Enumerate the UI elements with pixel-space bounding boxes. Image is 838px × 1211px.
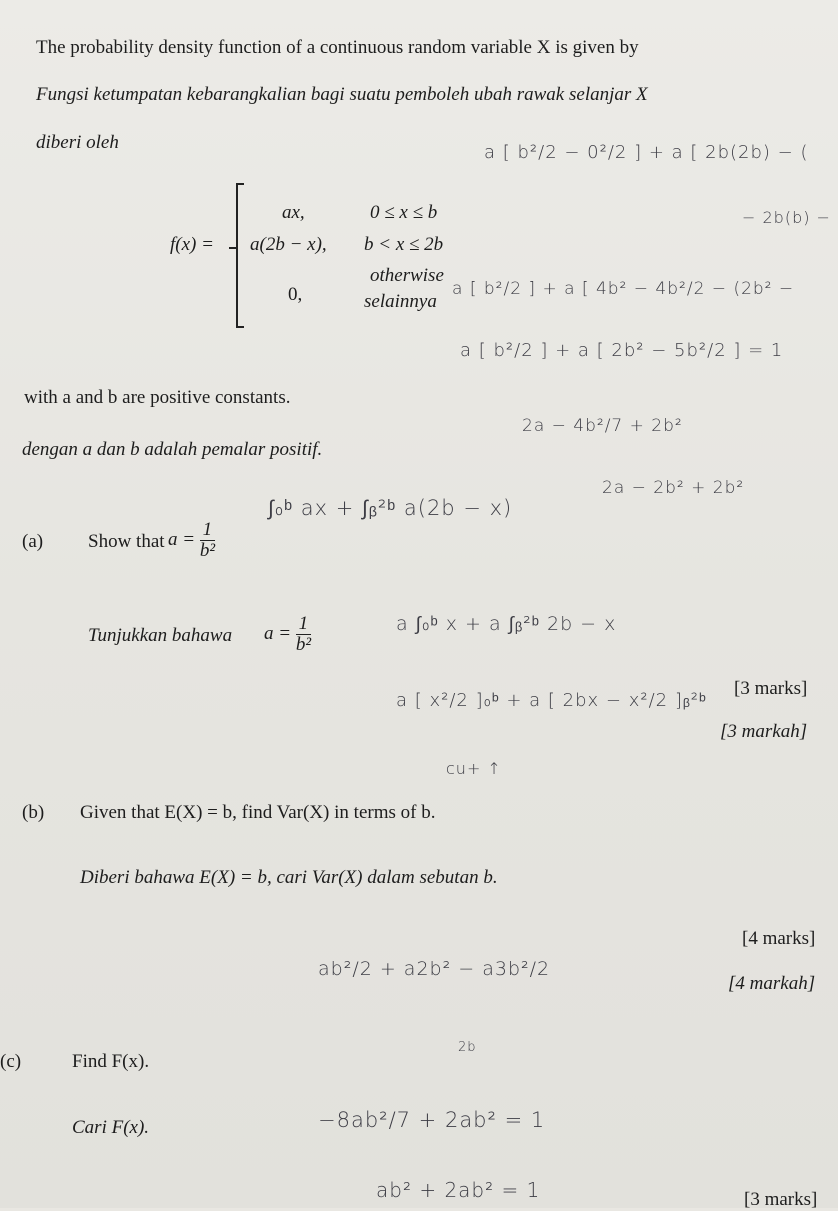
handwriting-line-6: ∫₀ᵇ ax + ∫ᵦ²ᵇ a(2b − x)	[268, 496, 513, 520]
handwriting-line-5: 2a − 4b²/7 + 2b²	[522, 416, 683, 436]
handwriting-line-14: ab² + 2ab² = 1	[376, 1178, 541, 1202]
handwriting-line-10: cu+ ↑	[446, 759, 502, 778]
constants-malay: dengan a dan b adalah pemalar positif.	[22, 439, 323, 460]
handwriting-line-9: a [ x²/2 ]₀ᵇ + a [ 2bx − x²/2 ]ᵦ²ᵇ	[396, 690, 707, 711]
pdf-case3-expr: 0,	[288, 284, 303, 305]
handwriting-line-13: −8ab²/7 + 2ab² = 1	[318, 1108, 546, 1132]
part-c-marks-english: [3 marks]	[744, 1189, 818, 1210]
pdf-case2-condition: b < x ≤ 2b	[364, 234, 444, 255]
pdf-lhs: f(x) =	[170, 234, 214, 255]
pdf-case2-expr: a(2b − x),	[250, 234, 327, 255]
handwriting-line-2: − 2b(b) −	[742, 208, 831, 227]
part-b-text-english: Given that E(X) = b, find Var(X) in terms of b.	[80, 802, 436, 823]
part-a-equation-malay: a = $\frac{1}{\text{b²}}$	[264, 613, 312, 655]
handwriting-line-8: a ∫₀ᵇ x + a ∫ᵦ²ᵇ 2b − x	[396, 613, 617, 635]
constants-english: with a and b are positive constants.	[24, 387, 291, 408]
pdf-case3-condition-english: otherwise	[370, 265, 444, 286]
part-a-text-malay: Tunjukkan bahawa	[88, 625, 233, 646]
part-b-marks-malay: [4 markah]	[728, 973, 816, 994]
pdf-brace	[236, 183, 248, 328]
part-c-text-malay: Cari F(x).	[72, 1117, 150, 1138]
part-c-label: (c)	[0, 1051, 22, 1072]
handwriting-line-12: 2b	[458, 1040, 477, 1055]
part-a-marks-malay: [3 markah]	[720, 721, 808, 742]
part-b-marks-english: [4 marks]	[742, 928, 816, 949]
handwriting-line-11: ab²/2 + a2b² − a3b²/2	[318, 958, 551, 980]
pdf-case1-expr: ax,	[282, 202, 305, 223]
handwriting-line-1: a [ b²/2 − 0²/2 ] + a [ 2b(2b) − (	[484, 142, 809, 163]
intro-malay-line2: diberi oleh	[36, 132, 119, 153]
part-b-label: (b)	[22, 802, 45, 823]
part-a-equation-english: a = $\frac{1}{\text{b²}}$	[168, 519, 216, 561]
intro-malay-line1: Fungsi ketumpatan kebarangkalian bagi suatu pemboleh ubah rawak selanjar X	[36, 84, 648, 105]
handwriting-line-3: a [ b²/2 ] + a [ 4b² − 4b²/2 − (2b² −	[452, 279, 795, 299]
part-a-marks-english: [3 marks]	[734, 678, 808, 699]
part-b-text-malay: Diberi bahawa E(X) = b, cari Var(X) dalam sebutan b.	[80, 867, 498, 888]
part-a-label: (a)	[22, 531, 44, 552]
handwriting-line-4: a [ b²/2 ] + a [ 2b² − 5b²/2 ] = 1	[460, 340, 784, 361]
part-a-text-english: Show that	[88, 531, 165, 552]
intro-english: The probability density function of a continuous random variable X is given by	[36, 37, 639, 58]
handwriting-line-7: 2a − 2b² + 2b²	[602, 478, 745, 498]
part-c-text-english: Find F(x).	[72, 1051, 150, 1072]
pdf-case1-condition: 0 ≤ x ≤ b	[370, 202, 438, 223]
fraction-one-over-b-squared: $\frac{1}{\text{b²}}$	[199, 519, 216, 561]
pdf-case3-condition-malay: selainnya	[364, 291, 437, 312]
fraction-one-over-b-squared-ms: $\frac{1}{\text{b²}}$	[295, 613, 312, 655]
